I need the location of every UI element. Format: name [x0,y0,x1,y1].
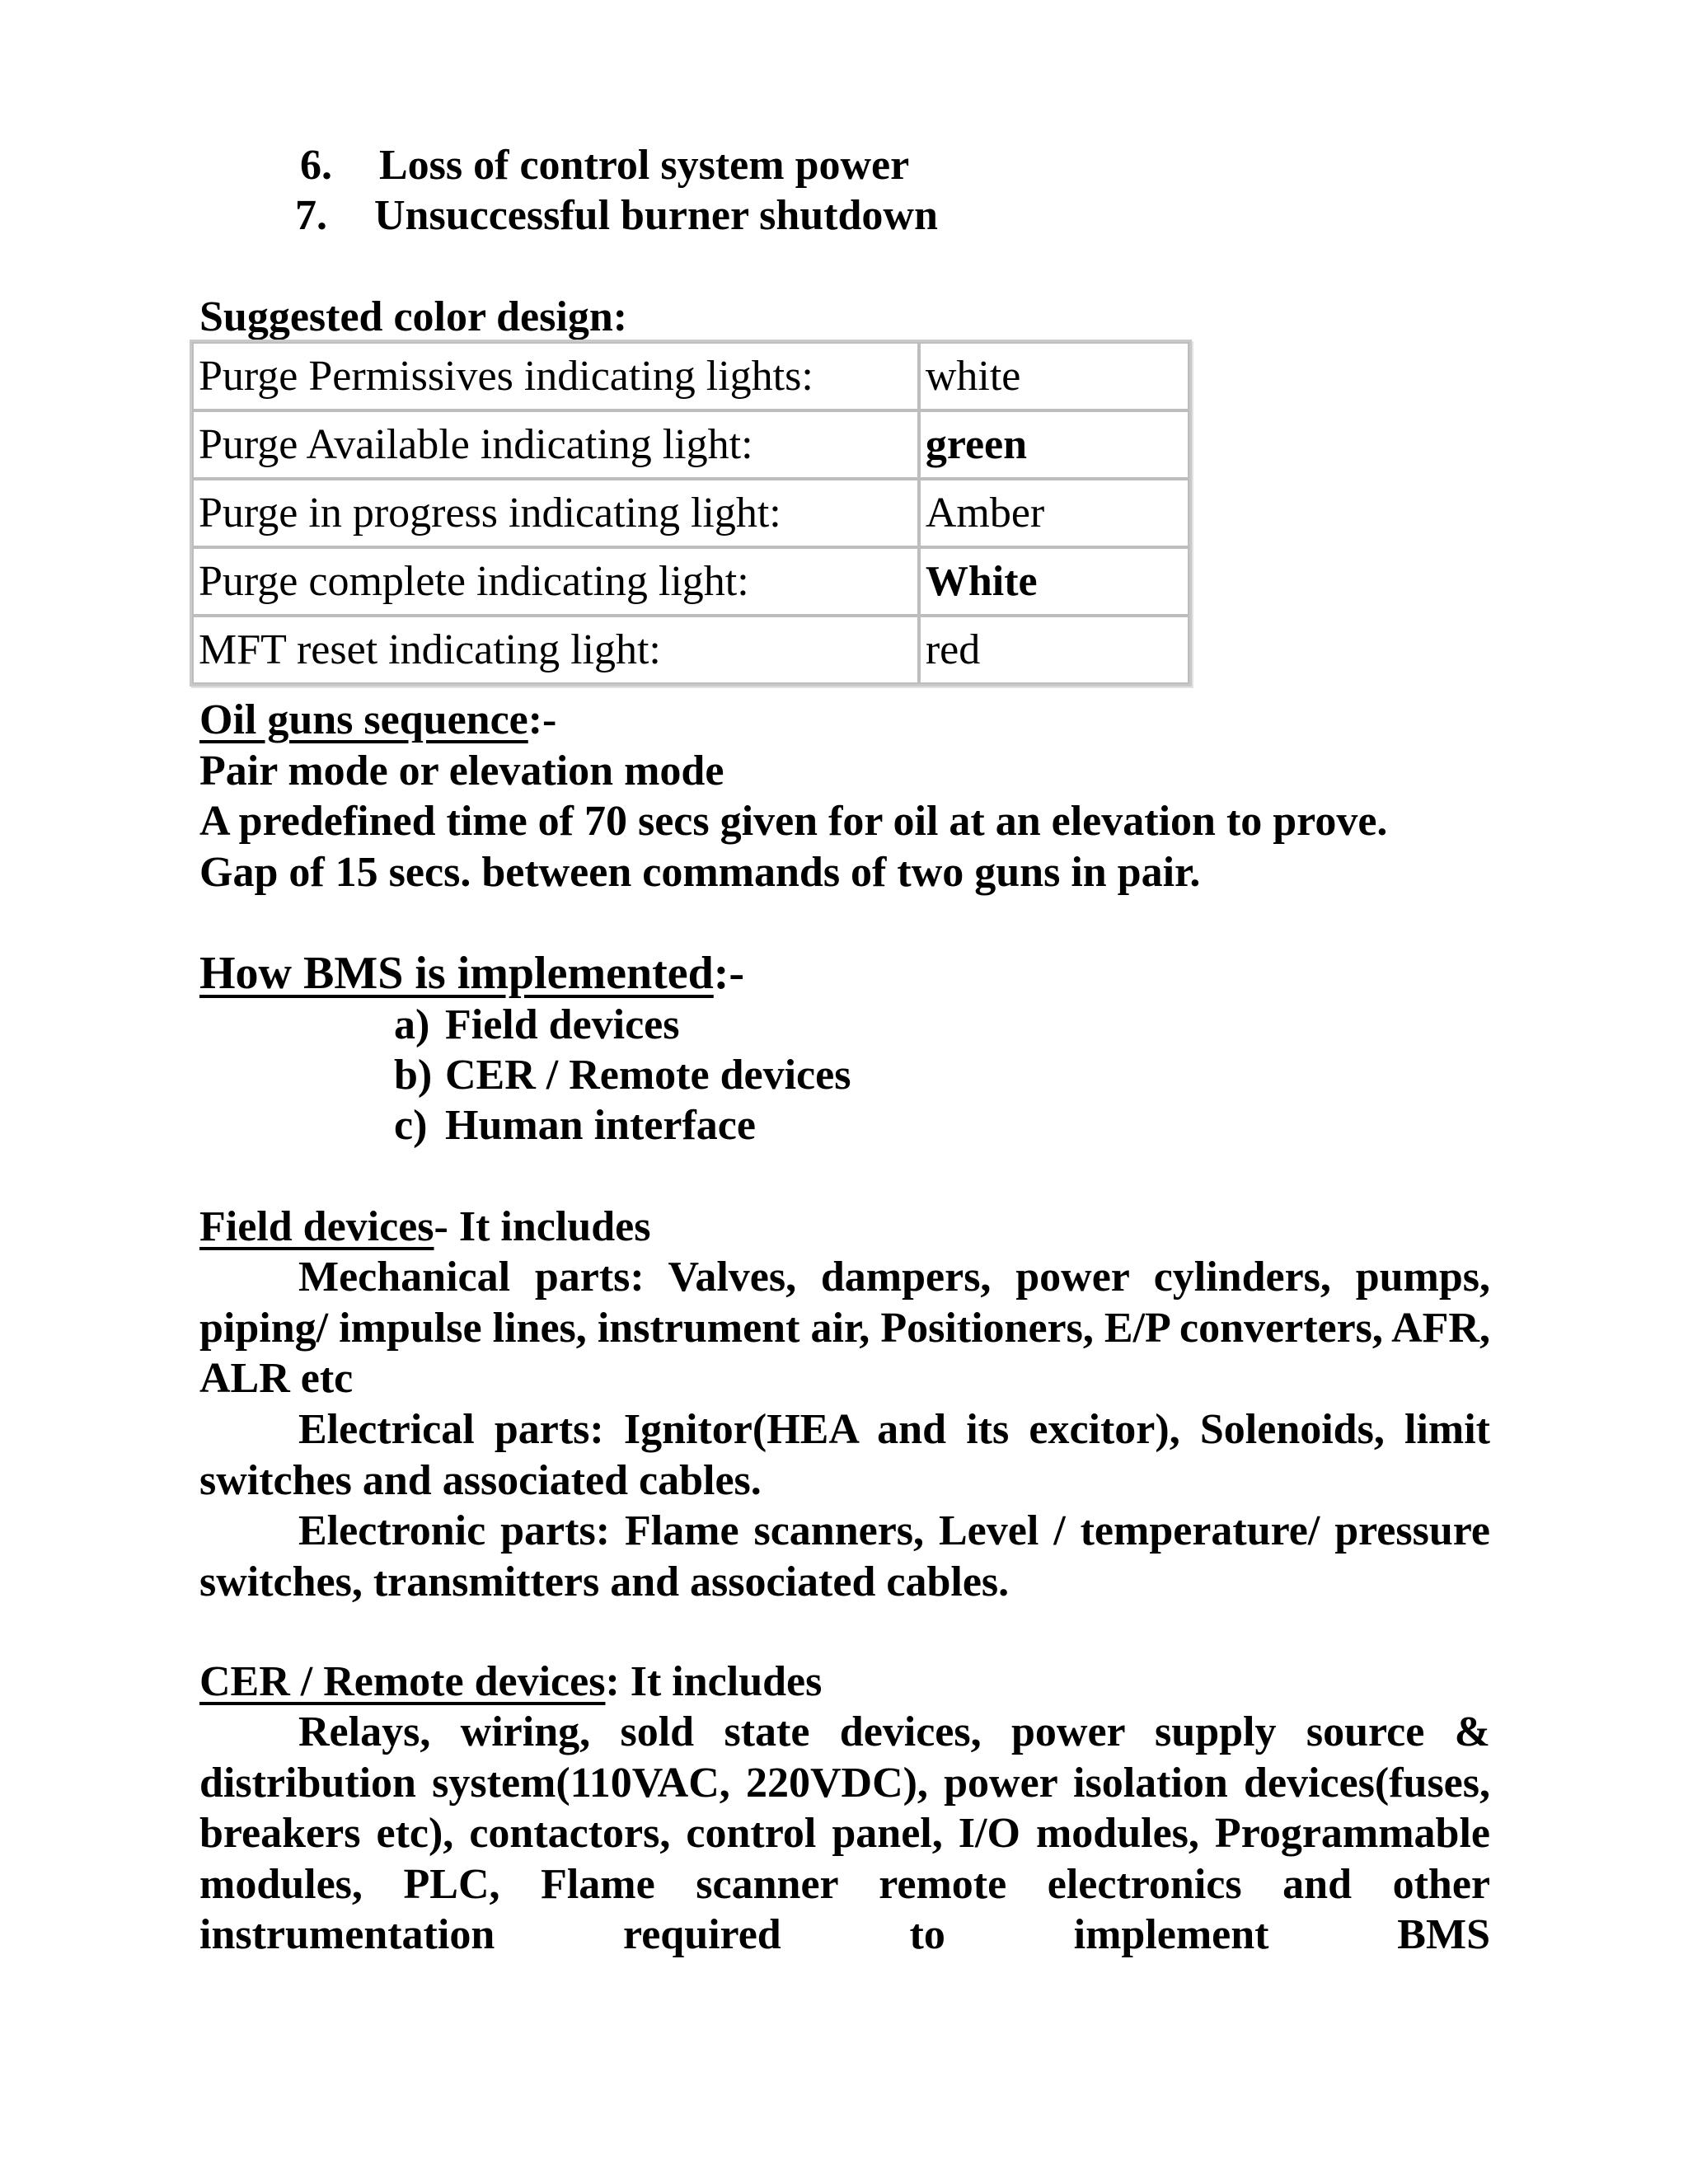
list-text: Loss of control system power [379,142,910,189]
table-cell-value: white [919,342,1189,410]
oil-guns-heading-text: Oil guns sequence [199,696,528,743]
cer-devices-heading-text: CER / Remote devices [199,1658,606,1705]
bms-heading [199,948,744,999]
table-cell-label: Purge in progress indicating light: [192,479,919,547]
oil-guns-line: Gap of 15 secs. between commands of two guns in pair. [199,849,1201,896]
oil-guns-heading-suffix: :- [528,696,557,743]
cer-devices-paragraph: Relays, wiring, sold state devices, power supply source & distribution system(110VAC, 220VDC), power isolation devices(fuses, breakers etc), contactors, control panel, I/O modules, Programmable modules, PLC, Flame scanner remote electronics and other instrumentation required to implement BMS [199,1708,1490,1958]
bms-heading-text: How BMS is implemented [199,948,714,999]
bms-marker: c) [394,1102,428,1149]
bms-heading-suffix: :- [713,948,745,999]
list-item-7 [295,190,938,241]
field-devices-electrical: Electrical parts: Ignitor(HEA and its excitor), Solenoids, limit switches and associated cables. [199,1406,1490,1504]
bms-item-b [394,1050,851,1101]
table-cell-label: Purge Available indicating light: [192,410,919,479]
table-row [192,342,1189,410]
field-devices-heading-text: Field devices [199,1203,434,1250]
table-cell-label: MFT reset indicating light: [192,616,919,684]
table-cell-value: White [919,547,1189,616]
list-number: 6. [300,142,332,189]
table-row [192,616,1189,684]
table-row [192,547,1189,616]
field-devices-heading [199,1202,650,1253]
bms-text: CER / Remote devices [445,1052,851,1099]
table-cell-value: green [919,410,1189,479]
field-devices-heading-suffix: - It includes [434,1203,651,1250]
field-devices-electronic: Electronic parts: Flame scanners, Level / temperature/ pressure switches, transmitters and associated cables. [199,1507,1490,1605]
list-number: 7. [295,192,327,239]
bms-text: Field devices [445,1001,680,1048]
color-design-table [190,340,1192,687]
cer-devices-heading-suffix: : It includes [605,1658,823,1705]
table-cell-value: Amber [919,479,1189,547]
table-cell-value: red [919,616,1189,684]
bms-item-c [394,1100,756,1151]
bms-marker: a) [394,1001,430,1048]
table-cell-label: Purge complete indicating light: [192,547,919,616]
bms-item-a [394,1000,680,1051]
table-row [192,479,1189,547]
list-item-6 [300,140,909,191]
oil-guns-line: Pair mode or elevation mode [199,748,724,794]
oil-guns-heading [199,695,556,746]
table-row [192,410,1189,479]
color-design-heading: Suggested color design: [199,293,628,340]
cer-devices-heading [199,1657,822,1708]
table-cell-label: Purge Permissives indicating lights: [192,342,919,410]
bms-text: Human interface [445,1102,756,1149]
oil-guns-line: A predefined time of 70 secs given for oil at an elevation to prove. [199,798,1388,845]
list-text: Unsuccessful burner shutdown [374,192,938,239]
field-devices-mechanical: Mechanical parts: Valves, dampers, power cylinders, pumps, piping/ impulse lines, instrument air, Positioners, E/P converters, AFR, ALR etc [199,1254,1490,1402]
bms-marker: b) [394,1052,433,1099]
